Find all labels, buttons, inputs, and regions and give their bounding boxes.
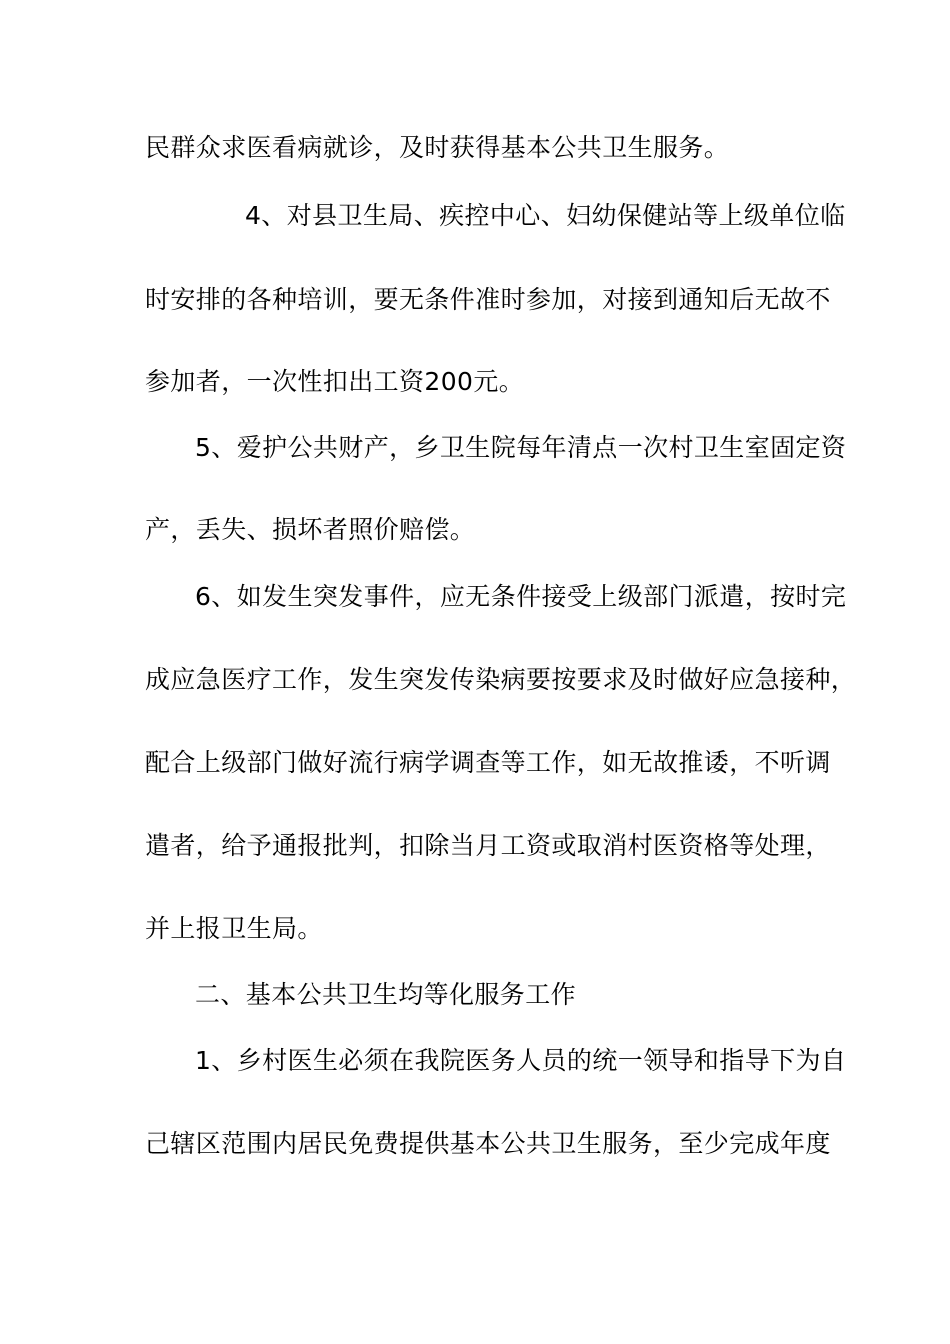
text-line: 5、爱护公共财产，乡卫生院每年清点一次村卫生室固定资 [195,433,847,462]
text-line: 成应急医疗工作，发生突发传染病要按要求及时做好应急接种， [145,665,857,694]
text-line: 民群众求医看病就诊，及时获得基本公共卫生服务。 [145,133,730,162]
text-line: 4、对县卫生局、疾控中心、妇幼保健站等上级单位临 [245,201,846,230]
text-line: 遣者，给予通报批判，扣除当月工资或取消村医资格等处理， [145,831,831,860]
text-line: 1、乡村医生必须在我院医务人员的统一领导和指导下为自 [195,1046,847,1075]
text-line: 产，丢失、损坏者照价赔偿。 [145,515,476,544]
text-line: 配合上级部门做好流行病学调查等工作，如无故推诿，不听调 [145,748,831,777]
text-line: 时安排的各种培训，要无条件准时参加，对接到通知后无故不 [145,285,831,314]
text-line: 6、如发生突发事件，应无条件接受上级部门派遣，按时完 [195,582,847,611]
text-line: 并上报卫生局。 [145,914,323,943]
text-line: 参加者，一次性扣出工资200元。 [145,367,525,396]
section-heading: 二、基本公共卫生均等化服务工作 [195,980,577,1009]
text-line: 己辖区范围内居民免费提供基本公共卫生服务，至少完成年度 [145,1129,831,1158]
